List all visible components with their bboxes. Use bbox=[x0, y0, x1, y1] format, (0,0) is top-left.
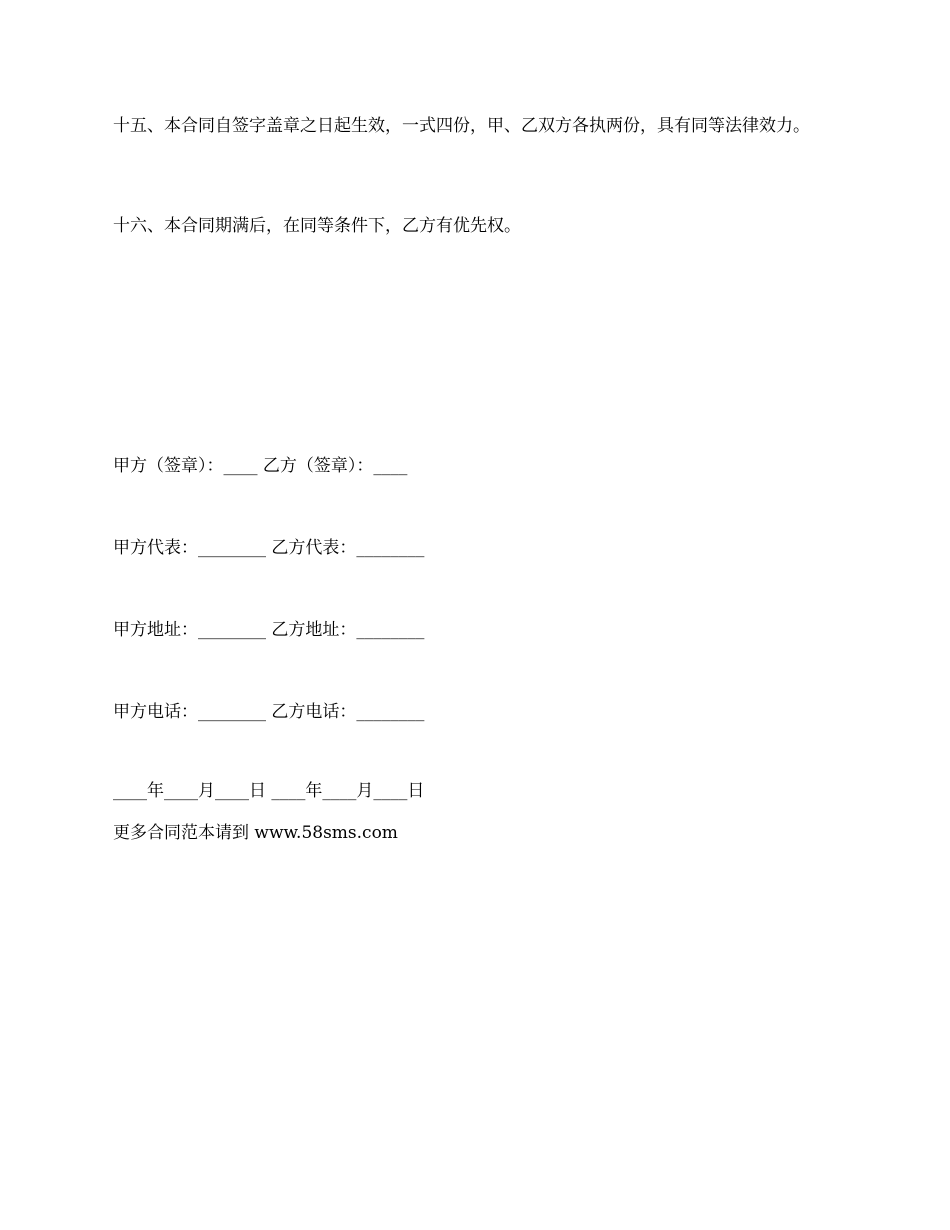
clause-16: 十六、本合同期满后，在同等条件下，乙方有优先权。 bbox=[113, 216, 521, 236]
signature-date-line: ____年____月____日 ____年____月____日 bbox=[113, 781, 425, 801]
signature-seal-line: 甲方（签章）：____ 乙方（签章）：____ bbox=[113, 456, 408, 476]
signature-representative-line: 甲方代表：________ 乙方代表：________ bbox=[113, 538, 425, 558]
signature-address-line: 甲方地址：________ 乙方地址：________ bbox=[113, 620, 425, 640]
signature-phone-line: 甲方电话：________ 乙方电话：________ bbox=[113, 702, 425, 722]
clause-15: 十五、本合同自签字盖章之日起生效，一式四份，甲、乙双方各执两份，具有同等法律效力。 bbox=[113, 116, 810, 136]
footer-more-link-text: 更多合同范本请到 www.58sms.com bbox=[113, 823, 398, 843]
